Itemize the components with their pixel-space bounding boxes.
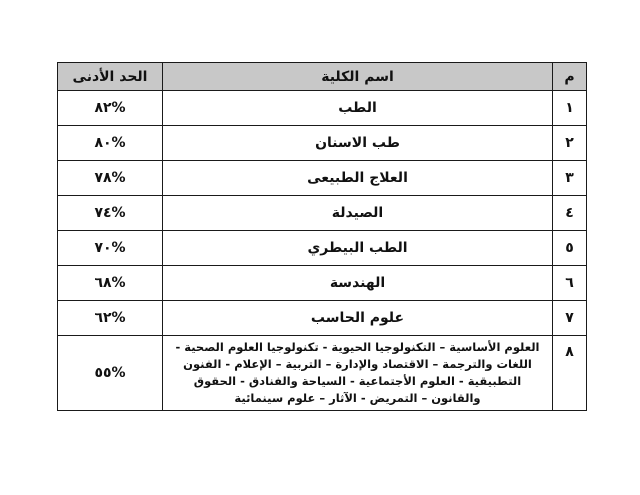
table-row <box>58 266 587 301</box>
row-number: ٤ <box>553 196 587 231</box>
row-number: ٣ <box>553 161 587 196</box>
row-number: ٥ <box>553 231 587 266</box>
table-row <box>58 336 587 411</box>
college-name: الطب <box>163 91 553 126</box>
minimum-grade: %٦٢ <box>58 301 163 336</box>
minimum-grade: %٦٨ <box>58 266 163 301</box>
college-name-list: العلوم الأساسية – التكنولوجيا الحيوية - تكنولوجيا العلوم الصحية - اللغات والترجمة – الاقتصاد والإدارة – التربية – الإعلام - الفنون التطبيقية - العلوم الأجتماعية - السياحة والفنادق - الحقوق والقانون – التمريض - الآثار – علوم سينمائية <box>163 336 553 411</box>
table-row <box>58 91 587 126</box>
college-name: علوم الحاسب <box>163 301 553 336</box>
row-number: ١ <box>553 91 587 126</box>
row-number: ٧ <box>553 301 587 336</box>
college-name: طب الاسنان <box>163 126 553 161</box>
header-minimum-grade: الحد الأدنى <box>58 63 163 91</box>
minimum-grade: %٧٨ <box>58 161 163 196</box>
college-name: العلاج الطبيعى <box>163 161 553 196</box>
minimum-grades-table <box>57 62 587 411</box>
row-number: ٦ <box>553 266 587 301</box>
college-name: الهندسة <box>163 266 553 301</box>
table-row <box>58 231 587 266</box>
table-body <box>58 91 587 411</box>
minimum-grade: %٧٠ <box>58 231 163 266</box>
row-number: ٨ <box>553 336 587 411</box>
table-row <box>58 301 587 336</box>
college-name: الطب البيطري <box>163 231 553 266</box>
college-name: الصيدلة <box>163 196 553 231</box>
minimum-grade: %٥٥ <box>58 336 163 411</box>
header-college-name: اسم الكلية <box>163 63 553 91</box>
table-row <box>58 161 587 196</box>
table-row <box>58 126 587 161</box>
row-number: ٢ <box>553 126 587 161</box>
minimum-grade: %٧٤ <box>58 196 163 231</box>
minimum-grade: %٨٠ <box>58 126 163 161</box>
minimum-grade: %٨٢ <box>58 91 163 126</box>
table-header <box>58 63 587 91</box>
header-row <box>58 63 587 91</box>
header-number: م <box>553 63 587 91</box>
table-row <box>58 196 587 231</box>
